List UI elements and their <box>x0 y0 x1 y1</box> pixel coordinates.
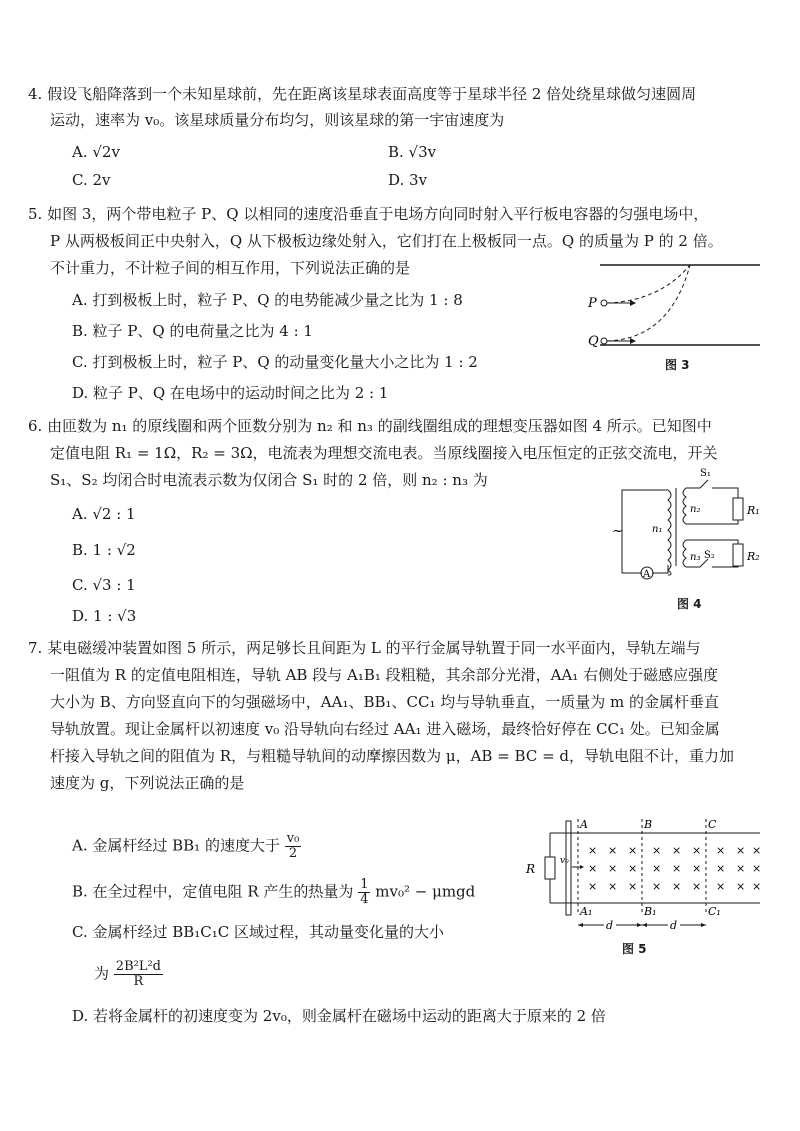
q5-option-a: A. 打到极板上时，粒子 P、Q 的电势能减少量之比为 1 : 8 <box>72 291 463 309</box>
field-cross: × <box>588 844 598 857</box>
field-cross: × <box>692 880 702 893</box>
field-cross: × <box>608 862 618 875</box>
q5-stem-line2: P 从两极板间正中央射入，Q 从下极板边缘处射入，它们打在上极板同一点。Q 的质量为 P 的 2 倍。 <box>50 232 723 250</box>
q7-stem-line2: 一阻值为 R 的定值电阻相连，导轨 AB 段与 A₁B₁ 段粗糙，其余部分光滑，AA₁ 右侧处于磁感应强度 <box>50 666 719 684</box>
switch-s1-label: S₁ <box>700 468 711 479</box>
fraction-1-over-4: $\frac{1}{4}$ <box>360 877 369 907</box>
field-cross: × <box>736 862 746 875</box>
q7-stem-line3: 大小为 B、方向竖直向下的匀强磁场中，AA₁、BB₁、CC₁ 均与导轨垂直，一质量为 m 的金属杆垂直 <box>50 693 720 711</box>
field-cross: × <box>588 862 598 875</box>
field-cross: × <box>628 844 638 857</box>
q7-stem-line6: 速度为 g，下列说法正确的是 <box>50 774 245 792</box>
field-cross: × <box>588 880 598 893</box>
particle-q <box>601 338 607 344</box>
field-cross: × <box>692 844 702 857</box>
field-cross: × <box>608 844 618 857</box>
svg-text:B: B <box>644 818 653 831</box>
label-q: Q <box>588 334 599 349</box>
figure-3-diagram <box>590 255 770 355</box>
field-cross: × <box>652 862 662 875</box>
resistor-r1 <box>733 498 743 520</box>
svg-text:v₀: v₀ <box>560 856 569 866</box>
field-cross: × <box>752 880 762 893</box>
q5-option-d: D. 粒子 P、Q 在电场中的运动时间之比为 2 : 1 <box>72 384 389 402</box>
q6-stem-line3: S₁、S₂ 均闭合时电流表示数为仅闭合 S₁ 时的 2 倍，则 n₂ : n₃ 为 <box>50 471 488 489</box>
q5-stem-line3: 不计重力，不计粒子间的相互作用，下列说法正确的是 <box>50 259 411 277</box>
figure-5-rail-diagram <box>520 815 770 940</box>
q6-stem-line1: 6. 由匝数为 n₁ 的原线圈和两个匝数分别为 n₂ 和 n₃ 的副线圈组成的理想变压器如图 4 所示。已知图中 <box>28 417 712 435</box>
field-cross: × <box>608 880 618 893</box>
svg-text:A: A <box>643 569 651 580</box>
field-cross: × <box>736 880 746 893</box>
resistor-r <box>545 857 555 879</box>
q7-option-d: D. 若将金属杆的初速度变为 2v₀，则金属杆在磁场中运动的距离大于原来的 2 倍 <box>72 1007 606 1025</box>
svg-text:d: d <box>606 919 614 932</box>
q7-option-b: B. 在全过程中，定值电阻 R 产生的热量为 $\frac{1}{4}$ mv₀² − μmgd <box>72 877 476 907</box>
q5-option-c: C. 打到极板上时，粒子 P、Q 的动量变化量大小之比为 1 : 2 <box>72 353 478 371</box>
field-cross: × <box>752 862 762 875</box>
figure-3-caption: 图 3 <box>665 358 690 372</box>
q4-stem-line1: 4. 假设飞船降落到一个未知星球前，先在距离该星球表面高度等于星球半径 2 倍处绕星球做匀速圆周 <box>28 85 697 103</box>
q6-option-a: A. √2 : 1 <box>72 505 136 523</box>
figure-4-transformer-circuit <box>600 470 770 590</box>
svg-text:R₂: R₂ <box>747 550 760 563</box>
q4-option-d: D. 3v <box>388 171 428 189</box>
q5-stem-line1: 5. 如图 3，两个带电粒子 P、Q 以相同的速度沿垂直于电场方向同时射入平行板电容器的匀强电场中， <box>28 205 709 223</box>
svg-text:A₁: A₁ <box>580 905 593 918</box>
switch-s2-label: S₂ <box>704 550 715 561</box>
svg-text:C: C <box>708 818 717 831</box>
svg-text:n₁: n₁ <box>652 524 663 535</box>
magnetic-field-crosses <box>588 844 761 893</box>
field-cross: × <box>628 862 638 875</box>
particle-p <box>601 300 607 306</box>
q5-option-b: B. 粒子 P、Q 的电荷量之比为 4 : 1 <box>72 322 313 340</box>
ac-source-symbol: ~ <box>612 524 623 539</box>
q7-stem-line4: 导轨放置。现让金属杆以初速度 v₀ 沿导轨向右经过 AA₁ 进入磁场，最终恰好停在 CC₁ 处。已知金属 <box>50 720 720 738</box>
svg-text:n₂: n₂ <box>690 504 701 515</box>
field-cross: × <box>628 880 638 893</box>
svg-text:d: d <box>670 919 678 932</box>
primary-coil <box>668 490 671 575</box>
svg-text:R₁: R₁ <box>747 504 760 517</box>
label-p: P <box>588 296 597 311</box>
field-cross: × <box>716 862 726 875</box>
resistor-r2 <box>733 544 743 566</box>
svg-text:C₁: C₁ <box>708 905 721 918</box>
metal-rod <box>566 821 571 915</box>
field-cross: × <box>672 880 682 893</box>
svg-text:R: R <box>526 862 536 876</box>
q6-stem-line2: 定值电阻 R₁ = 1Ω，R₂ = 3Ω，电流表为理想交流电表。当原线圈接入电压恒定的正弦交流电，开关 <box>50 444 718 462</box>
field-cross: × <box>672 862 682 875</box>
field-cross: × <box>652 844 662 857</box>
svg-text:A: A <box>580 818 588 831</box>
fraction-momentum: $\frac{\text{2B²L²d}}{R}$ <box>115 959 161 989</box>
q7-option-a: A. 金属杆经过 BB₁ 的速度大于 $\frac{\text{v₀}}{2}$ <box>72 831 300 861</box>
q6-option-c: C. √3 : 1 <box>72 576 136 594</box>
field-cross: × <box>672 844 682 857</box>
figure-5-caption: 图 5 <box>622 942 647 956</box>
field-cross: × <box>652 880 662 893</box>
q7-option-c-line1: C. 金属杆经过 BB₁C₁C 区域过程，其动量变化量的大小 <box>72 923 445 941</box>
q6-option-d: D. 1 : √3 <box>72 607 137 625</box>
field-cross: × <box>752 844 762 857</box>
q7-stem-line5: 杆接入导轨之间的阻值为 R，与粗糙导轨间的动摩擦因数为 μ，AB = BC = d，导轨电阻不计，重力加 <box>50 747 735 765</box>
fraction-v0-over-2: $\frac{\text{v₀}}{2}$ <box>286 831 300 861</box>
q7-stem-line1: 7. 某电磁缓冲装置如图 5 所示，两足够长且间距为 L 的平行金属导轨置于同一水平面内，导轨左端与 <box>28 639 701 657</box>
field-cross: × <box>692 862 702 875</box>
field-cross: × <box>716 880 726 893</box>
q4-option-c: C. 2v <box>72 171 111 189</box>
svg-text:B₁: B₁ <box>644 905 657 918</box>
q6-option-b: B. 1 : √2 <box>72 541 136 559</box>
field-cross: × <box>716 844 726 857</box>
svg-text:n₃: n₃ <box>690 552 701 563</box>
q4-option-b: B. √3v <box>388 143 437 161</box>
q4-option-a: A. √2v <box>72 143 120 161</box>
q4-stem-line2: 运动，速率为 v₀。该星球质量分布均匀，则该星球的第一宇宙速度为 <box>50 111 505 129</box>
figure-4-caption: 图 4 <box>677 597 702 611</box>
field-cross: × <box>736 844 746 857</box>
q7-option-c-line2: 为 $\frac{\text{2B²L²d}}{R}$ <box>94 959 161 989</box>
